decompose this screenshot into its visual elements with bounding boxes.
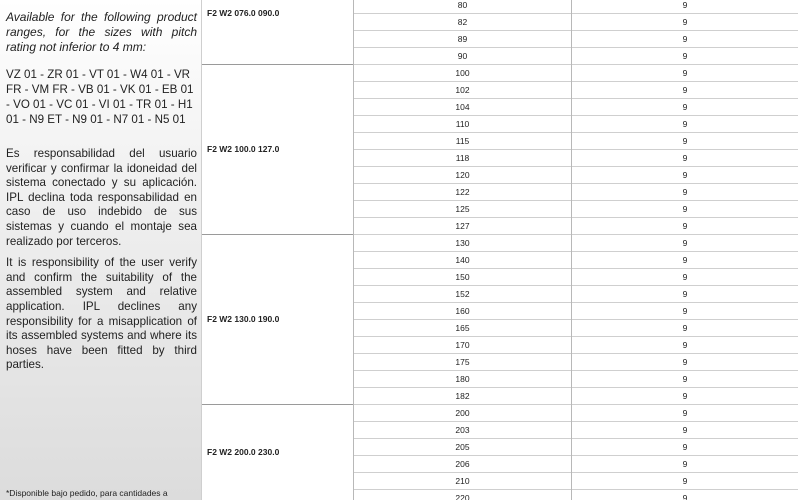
value-cell: 9 xyxy=(682,102,688,112)
table-row xyxy=(353,31,798,48)
table-row xyxy=(353,371,798,388)
size-cell: 80 xyxy=(353,0,572,14)
table-group xyxy=(202,405,798,500)
table-row xyxy=(353,184,798,201)
product-range-list: VZ 01 - ZR 01 - VT 01 - W4 01 - VR FR - VM FR - VB 01 - VK 01 - EB 01 - VO 01 - VC 01 - VI 01 - TR 01 - H1 01 - N9 ET - N9 01 - N7 01 - N5 01 xyxy=(6,68,194,126)
size-table xyxy=(202,0,798,500)
value-cell: 9 xyxy=(682,493,688,500)
table-row xyxy=(353,0,798,14)
value-cell: 9 xyxy=(682,170,688,180)
table-row xyxy=(353,150,798,167)
value-cell: 9 xyxy=(682,238,688,248)
group-label: F2 W2 100.0 127.0 xyxy=(207,144,280,154)
value-cell: 9 xyxy=(682,476,688,486)
table-row xyxy=(353,14,798,31)
table-row xyxy=(353,456,798,473)
size-cell: 89 xyxy=(353,31,572,48)
table-row xyxy=(353,65,798,82)
value-cell: 9 xyxy=(682,153,688,163)
value-cell: 9 xyxy=(682,306,688,316)
notes-sidebar xyxy=(0,0,202,500)
value-cell: 9 xyxy=(682,289,688,299)
value-cell: 9 xyxy=(682,391,688,401)
table-group xyxy=(202,235,798,405)
value-cell: 9 xyxy=(682,187,688,197)
size-cell: 140 xyxy=(353,252,572,269)
size-cell: 120 xyxy=(353,167,572,184)
value-cell: 9 xyxy=(682,17,688,27)
value-cell: 9 xyxy=(682,51,688,61)
table-row xyxy=(353,252,798,269)
size-cell: 175 xyxy=(353,354,572,371)
size-cell: 110 xyxy=(353,116,572,133)
value-cell: 9 xyxy=(682,136,688,146)
size-cell: 200 xyxy=(353,405,572,422)
table-row xyxy=(353,82,798,99)
group-label: F2 W2 130.0 190.0 xyxy=(207,314,280,324)
availability-note: Available for the following product ranges, for the sizes with pitch rating not inferior to 4 mm: xyxy=(6,10,197,54)
footnote: *Disponible bajo pedido, para cantidades a xyxy=(6,488,168,498)
size-cell: 210 xyxy=(353,473,572,490)
table-row xyxy=(353,286,798,303)
value-cell: 9 xyxy=(682,408,688,418)
size-cell: 160 xyxy=(353,303,572,320)
size-cell: 118 xyxy=(353,150,572,167)
value-cell: 9 xyxy=(682,374,688,384)
size-cell: 104 xyxy=(353,99,572,116)
size-cell: 115 xyxy=(353,133,572,150)
size-cell: 180 xyxy=(353,371,572,388)
value-cell: 9 xyxy=(682,204,688,214)
size-cell: 150 xyxy=(353,269,572,286)
value-cell: 9 xyxy=(682,255,688,265)
table-row xyxy=(353,473,798,490)
table-row xyxy=(353,99,798,116)
disclaimer-spanish: Es responsabilidad del usuario verificar y confirmar la idoneidad del sistema conectado y su aplicación. IPL declina toda responsabilidad en caso de uso indebido de sus sistemas y cuando el montaje sea realizado por terceros. xyxy=(6,147,197,248)
value-cell: 9 xyxy=(682,221,688,231)
value-cell: 9 xyxy=(682,119,688,129)
group-label: F2 W2 200.0 230.0 xyxy=(207,446,280,457)
value-cell: 9 xyxy=(682,68,688,78)
size-cell: 203 xyxy=(353,422,572,439)
table-row xyxy=(353,354,798,371)
table-row xyxy=(353,422,798,439)
value-cell: 9 xyxy=(682,357,688,367)
table-row xyxy=(353,167,798,184)
size-cell: 127 xyxy=(353,218,572,235)
table-group xyxy=(202,0,798,65)
value-cell: 9 xyxy=(682,442,688,452)
value-cell: 9 xyxy=(682,323,688,333)
table-row xyxy=(353,405,798,422)
table-row xyxy=(353,201,798,218)
table-row xyxy=(353,320,798,337)
size-cell: 206 xyxy=(353,456,572,473)
table-row xyxy=(353,269,798,286)
disclaimer-english: It is responsibility of the user verify and confirm the suitability of the assembled system and relative application. IPL declines any responsibility for a misapplication of its assembled systems and where its hoses have been fitted by third parties. xyxy=(6,256,197,372)
size-cell: 182 xyxy=(353,388,572,405)
size-cell: 122 xyxy=(353,184,572,201)
size-cell: 205 xyxy=(353,439,572,456)
size-cell: 82 xyxy=(353,14,572,31)
value-cell: 9 xyxy=(682,0,688,10)
value-cell: 9 xyxy=(682,272,688,282)
table-row xyxy=(353,133,798,150)
value-cell: 9 xyxy=(682,459,688,469)
size-cell: 100 xyxy=(353,65,572,82)
value-cell: 9 xyxy=(682,85,688,95)
size-cell: 165 xyxy=(353,320,572,337)
table-row xyxy=(353,48,798,65)
table-row xyxy=(353,490,798,500)
size-cell: 130 xyxy=(353,235,572,252)
value-cell: 9 xyxy=(682,425,688,435)
group-label: F2 W2 076.0 090.0 xyxy=(207,8,280,18)
size-cell: 152 xyxy=(353,286,572,303)
value-cell: 9 xyxy=(682,34,688,44)
value-cell: 9 xyxy=(682,340,688,350)
size-cell: 170 xyxy=(353,337,572,354)
table-row xyxy=(353,303,798,320)
table-row xyxy=(353,218,798,235)
table-row xyxy=(353,388,798,405)
size-cell: 125 xyxy=(353,201,572,218)
size-cell: 90 xyxy=(353,48,572,65)
table-row xyxy=(353,337,798,354)
table-row xyxy=(353,235,798,252)
size-cell: 102 xyxy=(353,82,572,99)
table-row xyxy=(353,439,798,456)
table-group xyxy=(202,65,798,235)
size-cell: 220 xyxy=(353,490,572,500)
table-row xyxy=(353,116,798,133)
